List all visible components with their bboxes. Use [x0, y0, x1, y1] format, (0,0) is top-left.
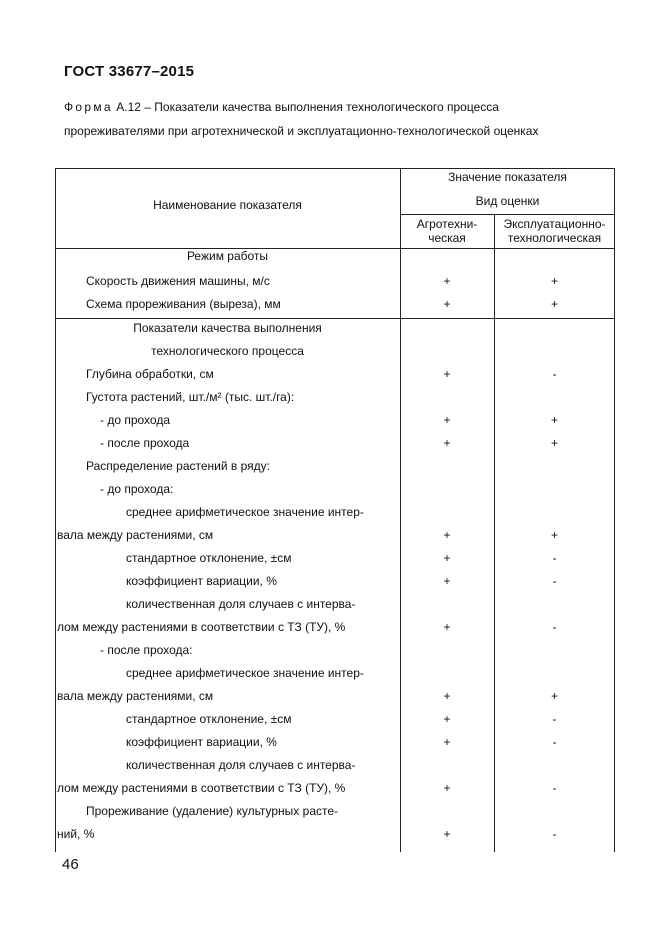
name-column-header: Наименование показателя — [153, 198, 302, 212]
ops-column-header-line2: технологическая — [507, 231, 602, 245]
row-label: коэффициент вариации, % — [126, 735, 277, 749]
standard-designation: ГОСТ 33677–2015 — [64, 63, 195, 80]
form-number: А.12 — [116, 100, 141, 114]
row-label: ний, % — [57, 827, 95, 841]
ops-mark: - — [552, 827, 557, 841]
row-label: стандартное отклонение, ±см — [126, 712, 292, 726]
agro-mark: + — [443, 735, 451, 749]
row-label: - после прохода — [100, 436, 190, 450]
ops-mark: - — [552, 620, 557, 634]
row-label: стандартное отклонение, ±см — [126, 551, 292, 565]
agro-mark: + — [443, 712, 451, 726]
value-column-header: Значение показателя — [448, 170, 567, 184]
table-right-border — [614, 168, 615, 852]
table-left-border — [55, 168, 56, 852]
section-heading-line2: технологического процесса — [151, 344, 304, 358]
ops-mark: + — [550, 528, 558, 542]
row-label: - после прохода: — [100, 643, 193, 657]
row-label: Глубина обработки, см — [86, 367, 214, 381]
row-label: Скорость движения машины, м/с — [86, 274, 270, 288]
section-heading-line1: Показатели качества выполнения — [133, 321, 322, 335]
row-label: Распределение растений в ряду: — [86, 459, 270, 473]
agro-column-header-line1: Агротехни- — [416, 217, 478, 231]
row-label: вала между растениями, см — [57, 689, 214, 703]
ops-mark: - — [552, 367, 557, 381]
form-caption-line1 — [64, 100, 499, 114]
form-title-part1: – Показатели качества выполнения технологического процесса — [140, 100, 499, 114]
ops-mark: - — [552, 551, 557, 565]
row-label: лом между растениями в соответствии с ТЗ (ТУ), % — [57, 620, 346, 634]
page-number: 46 — [62, 856, 79, 873]
row-label: вала между растениями, см — [57, 528, 214, 542]
row-label: Схема прореживания (выреза), мм — [86, 297, 281, 311]
row-label: среднее арифметическое значение интер- — [126, 505, 364, 519]
agro-mark: + — [443, 620, 451, 634]
agro-mark: + — [443, 367, 451, 381]
ops-mark: + — [550, 436, 558, 450]
agro-mark: + — [443, 551, 451, 565]
agro-mark: + — [443, 574, 451, 588]
row-label: среднее арифметическое значение интер- — [126, 666, 364, 680]
ops-column-header-line1: Эксплуатационно- — [503, 217, 606, 231]
row-label: Прореживание (удаление) культурных расте- — [86, 804, 339, 818]
form-caption-line2: прореживателями при агротехнической и эксплуатационно-технологической оценках — [64, 124, 539, 138]
ops-mark: - — [552, 781, 557, 795]
name-column-divider — [400, 168, 401, 852]
row-label: количественная доля случаев с интерва- — [126, 597, 356, 611]
row-label: Густота растений, шт./м² (тыс. шт./га): — [86, 390, 295, 404]
agro-mark: + — [443, 528, 451, 542]
agro-mark: + — [443, 689, 451, 703]
agro-mark: + — [443, 781, 451, 795]
row-label: - до прохода — [100, 413, 171, 427]
agro-mark: + — [443, 297, 451, 311]
ops-mark: - — [552, 712, 557, 726]
ops-mark: + — [550, 413, 558, 427]
row-label: лом между растениями в соответствии с ТЗ (ТУ), % — [57, 781, 346, 795]
agro-mark: + — [443, 274, 451, 288]
ops-mark: + — [550, 274, 558, 288]
row-label: - до прохода: — [100, 482, 174, 496]
value-header-divider — [400, 214, 615, 215]
assessment-type-header: Вид оценки — [475, 194, 540, 208]
agro-mark: + — [443, 413, 451, 427]
ops-mark: + — [550, 297, 558, 311]
ops-mark: - — [552, 735, 557, 749]
agro-column-header-line2: ческая — [428, 231, 466, 245]
ops-mark: - — [552, 574, 557, 588]
form-label: Форма — [64, 100, 113, 114]
agro-mark: + — [443, 436, 451, 450]
row-label: количественная доля случаев с интерва- — [126, 758, 356, 772]
section-heading: Режим работы — [186, 249, 269, 263]
ops-mark: + — [550, 689, 558, 703]
row-label: коэффициент вариации, % — [126, 574, 277, 588]
indicators-table — [55, 168, 615, 852]
agro-mark: + — [443, 827, 451, 841]
section-divider — [55, 318, 615, 319]
table-top-border — [55, 168, 615, 169]
